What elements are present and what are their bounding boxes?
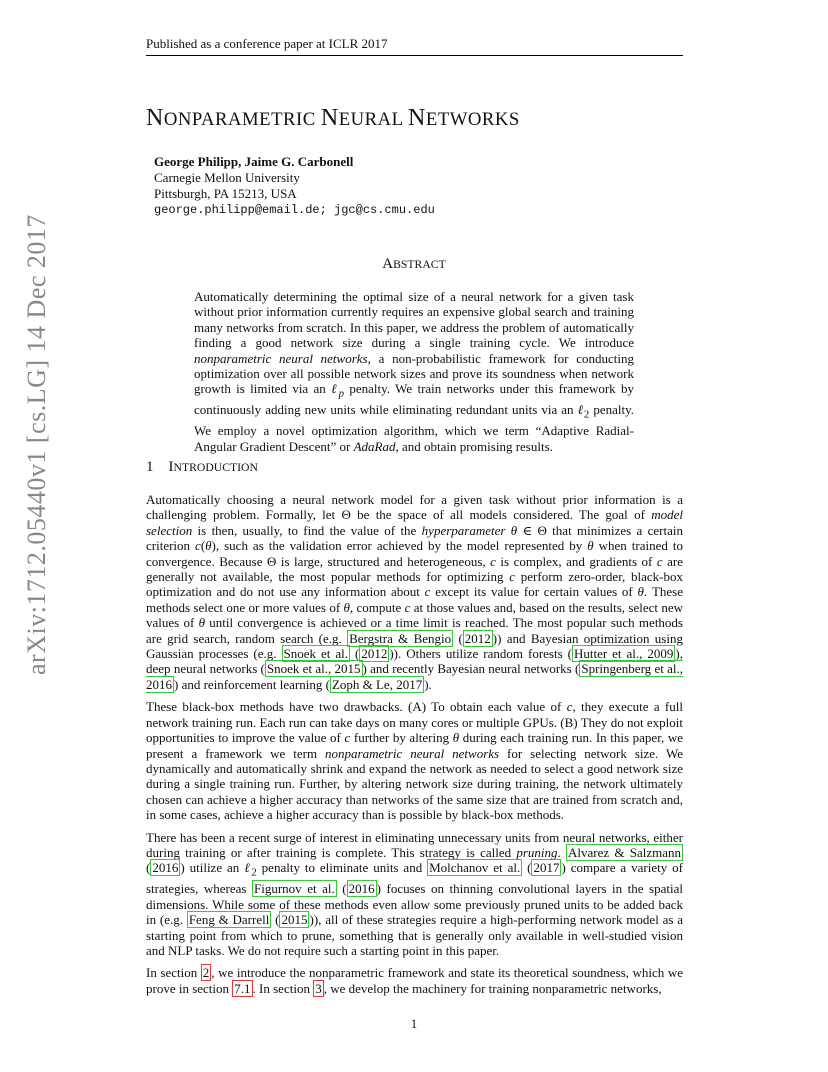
citation-link[interactable]: Alvarez & Salzmann [568, 844, 682, 860]
citation-link[interactable]: Snoek et al. [283, 646, 348, 662]
arxiv-stamp: arXiv:1712.05440v1 [cs.LG] 14 Dec 2017 [22, 214, 51, 675]
section-link[interactable]: 3 [315, 980, 322, 996]
page-number: 1 [410, 1016, 418, 1031]
section-link[interactable]: 7.1 [234, 980, 251, 996]
author-affiliation: Carnegie Mellon University [154, 170, 300, 185]
author-block [154, 154, 435, 218]
section-link[interactable]: 2 [202, 965, 210, 981]
citation-link[interactable]: 2016 [348, 881, 375, 897]
author-emails: george.philipp@email.de; jgc@cs.cmu.edu [154, 203, 435, 217]
citation-link[interactable]: Molchanov et al. [429, 860, 521, 876]
citation-link[interactable]: Figurnov et al. [254, 881, 335, 897]
section-body [146, 492, 683, 1003]
citation-link[interactable]: Springenberg et al., 2016 [146, 661, 684, 692]
citation-link[interactable]: Snoek et al., 2015 [266, 661, 361, 677]
paragraph: There has been a recent surge of interest in eliminating unnecessary units from neural networks, either during training or after training is complete. This strategy is called pruning. Alvarez & Salzmann ( 2016 ) utilize an ℓ$_2$ penalty to eliminate units and Molchanov et al. ( 2017 ) compare a variety of strategies, whereas Figurnov et al. ( 2016 ) focuses on thinning convolutional layers in the spatial dimensions. While some of these methods even allow some previously pruned units to be added back in (e.g. Feng & Darrell ( 2015 )), all of these strategies require a high-performing network model as a starting point from which to prune, something that is generally only available in well-studied vision and NLP tasks. We do not require such a starting point in this paper. [146, 829, 683, 958]
citation-link[interactable]: 2012 [361, 646, 388, 662]
author-address: Pittsburgh, PA 15213, USA [154, 186, 297, 201]
paragraph: These black-box methods have two drawbacks. (A) To obtain each value of c, they execute a full network training run. Each run can take days on many cores or multiple GPUs. (B) They do not exploit opportunities to improve the value of c further by altering θ during each training run. In this paper, we present a framework we term nonparametric neural networks for selecting network size. We dynamically and automatically shrink and expand the network as needed to select a good network size during a single training run. Further, by altering network size during training, the network ultimately chosen can achieve a higher accuracy than networks of the same size that are trained from scratch and, in some cases, achieve a higher accuracy than is possible by black-box methods. [146, 699, 684, 823]
abstract-text: Automatically determining the optimal size of a neural network for a given task without prior information currently requires an expensive global search and training many networks from scratch. In this paper, we address the problem of automatically finding a good network size during a single training cycle. We introduce nonparametric neural networks, a non-probabilistic framework for conducting optimization over all possible network sizes and prove its soundness when network growth is limited via an ℓ$_p$ penalty. We train networks under this framework by continuously adding new units while eliminating redundant units via an ℓ$_2$ penalty. We employ a novel optimization algorithm, which we term “Adaptive Radial-Angular Gradient Descent” or AdaRad, and obtain promising results. [194, 289, 634, 454]
section-heading: 1 INTRODUCTION [146, 459, 258, 475]
citation-link[interactable]: 2016 [152, 860, 179, 876]
author-names: George Philipp, Jaime G. Carbonell [154, 154, 354, 169]
citation-link[interactable]: Zoph & Le, 2017 [331, 676, 423, 692]
abstract-heading: ABSTRACT [382, 256, 446, 272]
citation-link[interactable]: 2015 [281, 912, 308, 928]
header-rule [146, 55, 683, 56]
citation-link[interactable]: 2017 [533, 860, 560, 876]
citation-link[interactable]: 2012 [464, 630, 491, 646]
paragraph: Automatically choosing a neural network model for a given task without prior information is a challenging problem. Formally, let Θ be the space of all models considered. The goal of model selection is then, usually, to find the value of the hyperparameter θ ∈ Θ that minimizes a certain criterion c(θ), such as the validation error achieved by the model represented by θ when trained to convergence. Because Θ is large, structured and heterogeneous, c is complex, and gradients of c are generally not available, the most popular methods for optimizing c perform zero-order, black-box optimization and do not use any information about c except its value for certain values of θ. These methods select one or more values of θ, compute c at those values and, based on the results, select new values of θ until convergence is achieved or a time limit is reached. The most popular such methods are grid search, random search (e.g. Bergstra & Bengio ( 2012 )) and Bayesian optimization using Gaussian processes (e.g. Snoek et al. ( 2012 )). Others utilize random forests ( Hutter et al., 2009 ), deep neural networks ( Snoek et al., 2015 ) and recently Bayesian neural networks ( Springenberg et al., 2016 ) and reinforcement learning ( Zoph & Le, 2017 ). [146, 492, 684, 692]
citation-link[interactable]: Hutter et al., 2009 [573, 646, 674, 662]
running-header: Published as a conference paper at ICLR 2017 [146, 36, 388, 51]
citation-link[interactable]: Bergstra & Bengio [349, 630, 452, 646]
paper-title: NONPARAMETRIC NEURAL NETWORKS [146, 105, 520, 131]
paragraph: In section 2 , we introduce the nonparametric framework and state its theoretical soundness, which we prove in section 7.1 . In section 3 , we develop the machinery for training nonparametric networks, [146, 965, 683, 996]
citation-link[interactable]: Feng & Darrell [188, 912, 270, 928]
